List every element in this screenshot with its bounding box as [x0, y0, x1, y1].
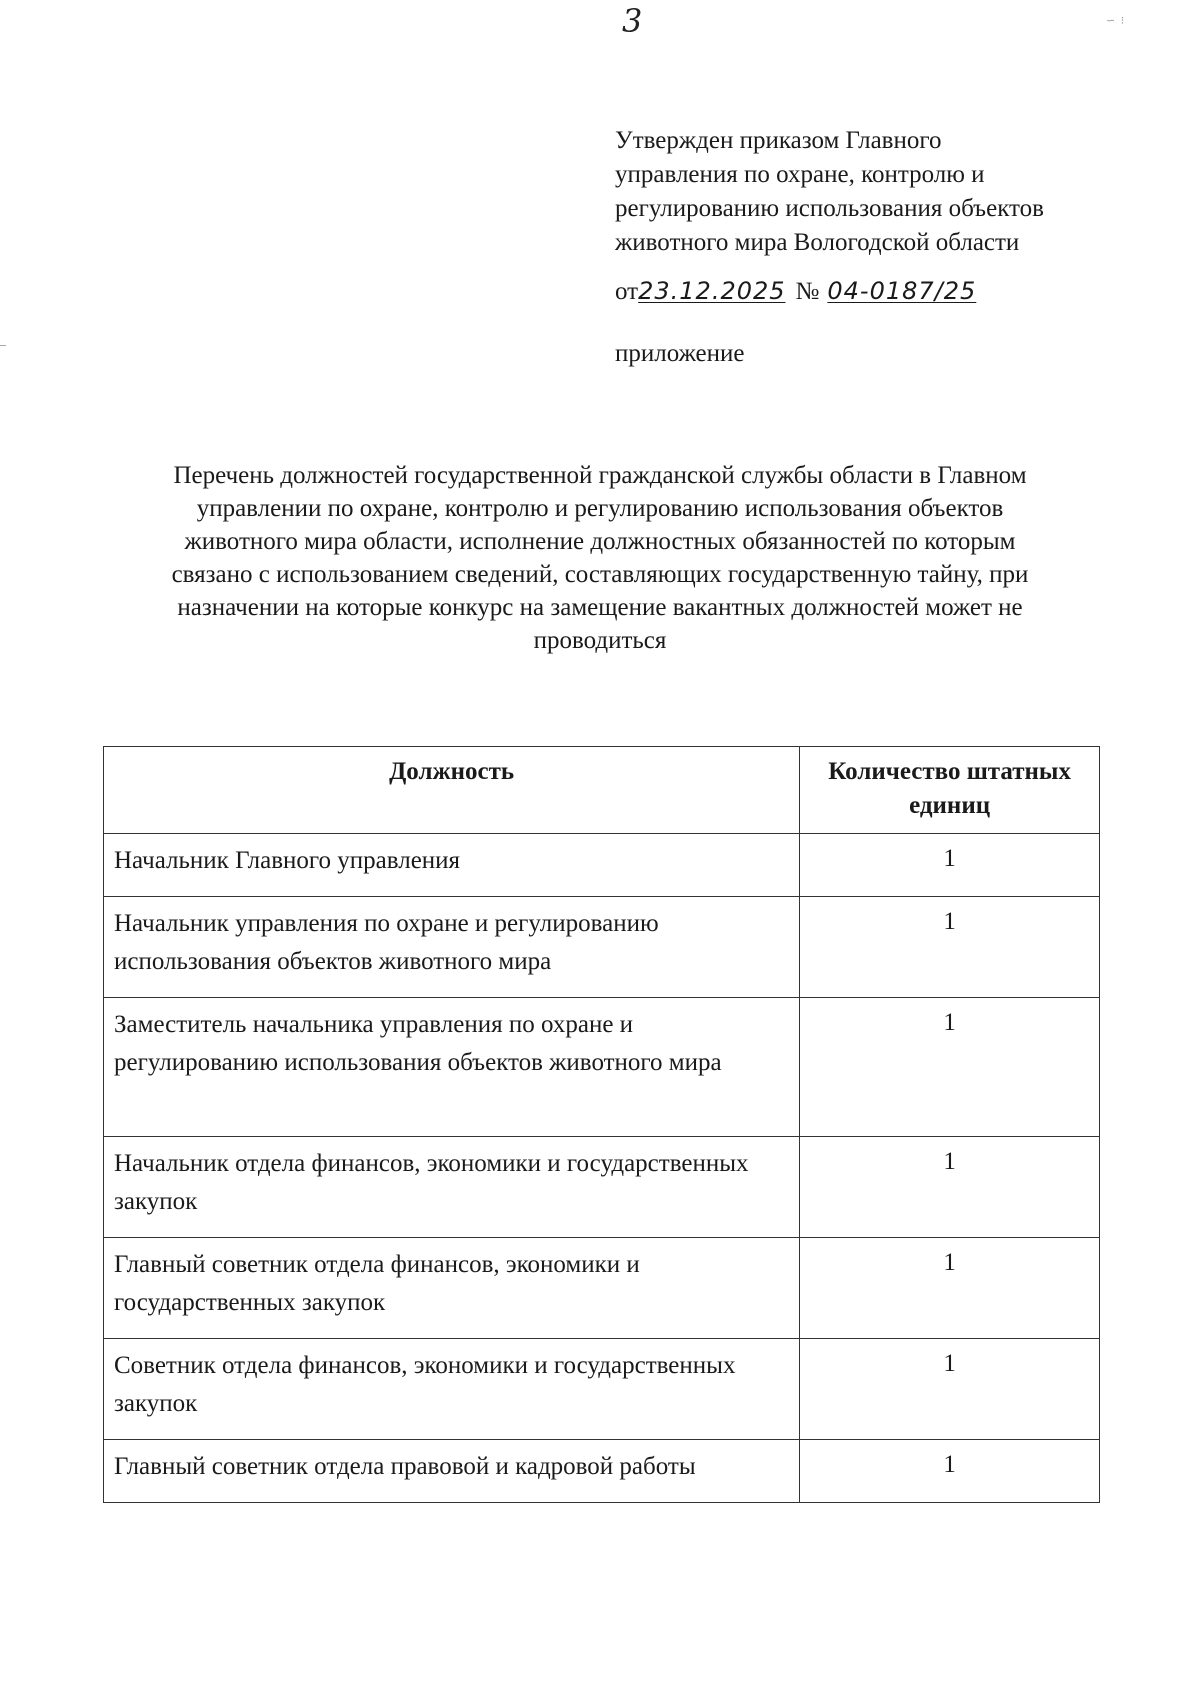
handwritten-order-number: 04-0187/25 — [827, 277, 977, 305]
table-row — [104, 1238, 1100, 1339]
staff-count: 1 — [800, 897, 1100, 998]
staff-count: 1 — [800, 1137, 1100, 1238]
staff-count: 1 — [800, 998, 1100, 1137]
number-sign: № — [795, 278, 820, 305]
approval-line: управления по охране, контролю и — [615, 161, 985, 188]
annex-label: приложение — [615, 340, 745, 367]
date-prefix: от — [615, 278, 639, 305]
order-date-number — [615, 274, 1135, 309]
table-row — [104, 998, 1100, 1137]
title-line: назначении на которые конкурс на замещение вакантных должностей может не — [177, 594, 1023, 621]
header-count — [800, 747, 1100, 834]
title-line: связано с использованием сведений, составляющих государственную тайну, при — [171, 561, 1029, 588]
position-name: Начальник Главного управления — [104, 834, 800, 897]
position-name: Начальник управления по охране и регулированию использования объектов животного мира — [104, 897, 800, 998]
document-title — [100, 459, 1100, 657]
staff-count: 1 — [800, 1339, 1100, 1440]
title-line: проводиться — [533, 627, 667, 654]
table-row — [104, 897, 1100, 998]
staff-count: 1 — [800, 1440, 1100, 1503]
staff-count: 1 — [800, 1238, 1100, 1339]
header-position: Должность — [104, 747, 800, 834]
position-name: Советник отдела финансов, экономики и государственных закупок — [104, 1339, 800, 1440]
approval-line: регулированию использования объектов — [615, 195, 1044, 222]
table-row — [104, 1339, 1100, 1440]
table-header-row — [104, 747, 1100, 834]
title-line: Перечень должностей государственной гражданской службы области в Главном — [173, 462, 1027, 489]
position-name: Заместитель начальника управления по охране и регулированию использования объектов животного мира — [104, 998, 800, 1137]
approval-block — [615, 124, 1135, 371]
position-name: Начальник отдела финансов, экономики и государственных закупок — [104, 1137, 800, 1238]
table-row — [104, 1137, 1100, 1238]
title-line: управлении по охране, контролю и регулированию использования объектов — [196, 495, 1004, 522]
title-line: животного мира области, исполнение должностных обязанностей по которым — [184, 528, 1016, 555]
scan-corner-mark: ∽ ⁝ — [1106, 14, 1126, 27]
positions-table — [103, 746, 1100, 1503]
approval-line: Утвержден приказом Главного — [615, 127, 942, 154]
staff-count: 1 — [800, 834, 1100, 897]
header-count-line: единиц — [909, 792, 991, 819]
margin-tick — [0, 345, 6, 346]
position-name: Главный советник отдела правовой и кадровой работы — [104, 1440, 800, 1503]
position-name: Главный советник отдела финансов, экономики и государственных закупок — [104, 1238, 800, 1339]
header-count-line: Количество штатных — [828, 758, 1071, 785]
table-row — [104, 834, 1100, 897]
table-row — [104, 1440, 1100, 1503]
handwritten-date: 23.12.2025 — [638, 277, 786, 305]
approval-line: животного мира Вологодской области — [615, 229, 1020, 256]
page-number: 3 — [622, 2, 643, 40]
